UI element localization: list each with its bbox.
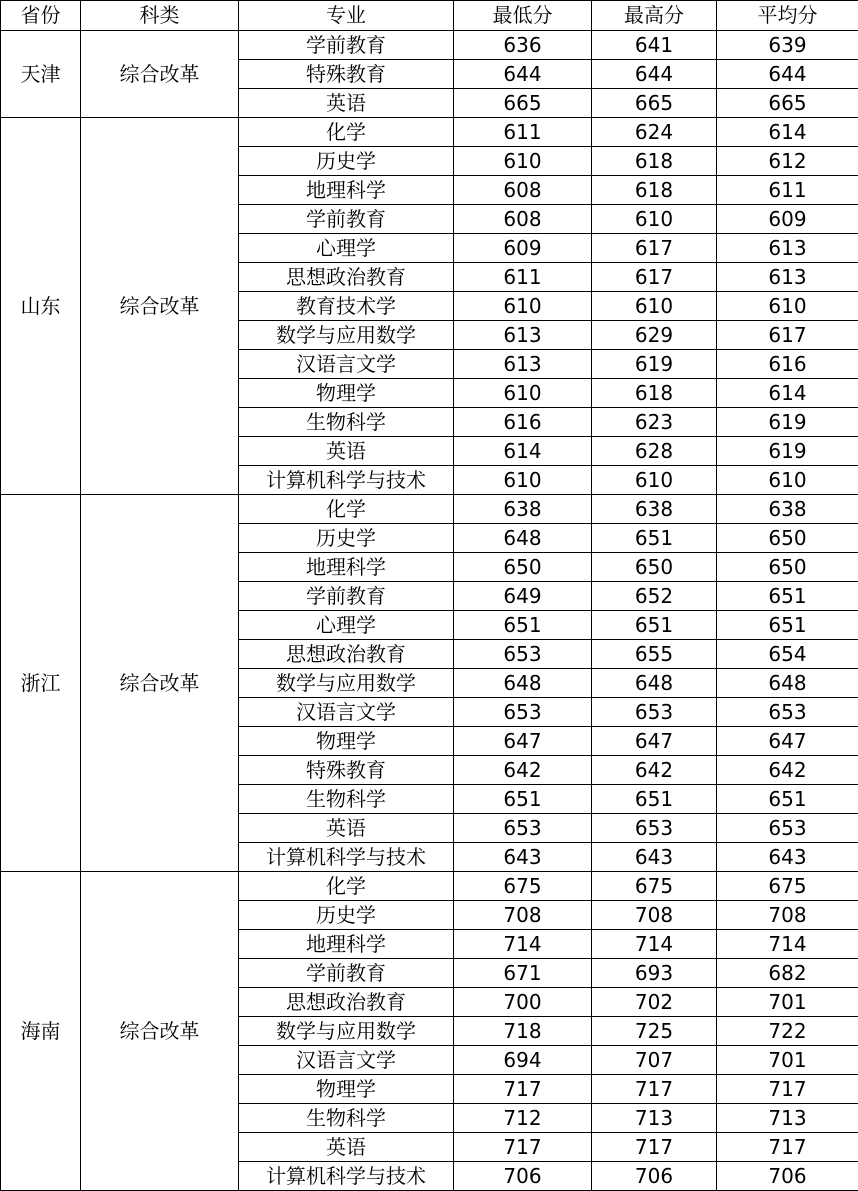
max-score-cell: 624 (592, 118, 717, 147)
max-score-cell: 708 (592, 901, 717, 930)
avg-score-cell: 675 (717, 872, 858, 901)
max-score-cell: 651 (592, 785, 717, 814)
min-score-cell: 653 (454, 640, 592, 669)
major-cell: 英语 (239, 1133, 454, 1162)
major-cell: 英语 (239, 89, 454, 118)
max-score-cell: 714 (592, 930, 717, 959)
header-province: 省份 (1, 1, 81, 31)
major-cell: 思想政治教育 (239, 263, 454, 292)
max-score-cell: 610 (592, 466, 717, 495)
province-cell: 海南 (1, 872, 81, 1191)
avg-score-cell: 647 (717, 727, 858, 756)
header-max-score: 最高分 (592, 1, 717, 31)
max-score-cell: 725 (592, 1017, 717, 1046)
max-score-cell: 642 (592, 756, 717, 785)
major-cell: 历史学 (239, 147, 454, 176)
major-cell: 生物科学 (239, 408, 454, 437)
min-score-cell: 643 (454, 843, 592, 872)
major-cell: 汉语言文学 (239, 350, 454, 379)
min-score-cell: 610 (454, 292, 592, 321)
max-score-cell: 623 (592, 408, 717, 437)
major-cell: 汉语言文学 (239, 1046, 454, 1075)
min-score-cell: 636 (454, 31, 592, 60)
avg-score-cell: 717 (717, 1133, 858, 1162)
major-cell: 生物科学 (239, 785, 454, 814)
min-score-cell: 708 (454, 901, 592, 930)
major-cell: 英语 (239, 437, 454, 466)
avg-score-cell: 619 (717, 408, 858, 437)
table-row (1, 118, 858, 147)
major-cell: 英语 (239, 814, 454, 843)
min-score-cell: 610 (454, 379, 592, 408)
avg-score-cell: 651 (717, 611, 858, 640)
major-cell: 计算机科学与技术 (239, 1162, 454, 1191)
max-score-cell: 693 (592, 959, 717, 988)
min-score-cell: 609 (454, 234, 592, 263)
major-cell: 心理学 (239, 611, 454, 640)
major-cell: 计算机科学与技术 (239, 466, 454, 495)
avg-score-cell: 613 (717, 263, 858, 292)
avg-score-cell: 714 (717, 930, 858, 959)
major-cell: 学前教育 (239, 582, 454, 611)
major-cell: 学前教育 (239, 205, 454, 234)
avg-score-cell: 617 (717, 321, 858, 350)
avg-score-cell: 616 (717, 350, 858, 379)
max-score-cell: 618 (592, 176, 717, 205)
major-cell: 思想政治教育 (239, 640, 454, 669)
avg-score-cell: 722 (717, 1017, 858, 1046)
avg-score-cell: 650 (717, 553, 858, 582)
min-score-cell: 700 (454, 988, 592, 1017)
major-cell: 数学与应用数学 (239, 1017, 454, 1046)
max-score-cell: 648 (592, 669, 717, 698)
avg-score-cell: 653 (717, 698, 858, 727)
major-cell: 数学与应用数学 (239, 321, 454, 350)
min-score-cell: 611 (454, 263, 592, 292)
avg-score-cell: 610 (717, 292, 858, 321)
major-cell: 特殊教育 (239, 756, 454, 785)
major-cell: 计算机科学与技术 (239, 843, 454, 872)
min-score-cell: 610 (454, 147, 592, 176)
province-cell: 天津 (1, 31, 81, 118)
min-score-cell: 616 (454, 408, 592, 437)
max-score-cell: 617 (592, 263, 717, 292)
min-score-cell: 608 (454, 205, 592, 234)
avg-score-cell: 651 (717, 582, 858, 611)
min-score-cell: 653 (454, 698, 592, 727)
min-score-cell: 714 (454, 930, 592, 959)
max-score-cell: 643 (592, 843, 717, 872)
avg-score-cell: 612 (717, 147, 858, 176)
avg-score-cell: 643 (717, 843, 858, 872)
min-score-cell: 642 (454, 756, 592, 785)
category-cell: 综合改革 (81, 31, 239, 118)
major-cell: 汉语言文学 (239, 698, 454, 727)
major-cell: 历史学 (239, 524, 454, 553)
min-score-cell: 651 (454, 611, 592, 640)
max-score-cell: 651 (592, 611, 717, 640)
max-score-cell: 638 (592, 495, 717, 524)
avg-score-cell: 706 (717, 1162, 858, 1191)
major-cell: 特殊教育 (239, 60, 454, 89)
max-score-cell: 647 (592, 727, 717, 756)
major-cell: 化学 (239, 495, 454, 524)
major-cell: 地理科学 (239, 553, 454, 582)
min-score-cell: 694 (454, 1046, 592, 1075)
avg-score-cell: 638 (717, 495, 858, 524)
major-cell: 物理学 (239, 379, 454, 408)
major-cell: 数学与应用数学 (239, 669, 454, 698)
major-cell: 教育技术学 (239, 292, 454, 321)
max-score-cell: 628 (592, 437, 717, 466)
min-score-cell: 717 (454, 1075, 592, 1104)
min-score-cell: 675 (454, 872, 592, 901)
max-score-cell: 644 (592, 60, 717, 89)
min-score-cell: 706 (454, 1162, 592, 1191)
max-score-cell: 641 (592, 31, 717, 60)
min-score-cell: 651 (454, 785, 592, 814)
min-score-cell: 638 (454, 495, 592, 524)
min-score-cell: 665 (454, 89, 592, 118)
min-score-cell: 648 (454, 524, 592, 553)
max-score-cell: 610 (592, 292, 717, 321)
avg-score-cell: 653 (717, 814, 858, 843)
table-row (1, 495, 858, 524)
min-score-cell: 613 (454, 321, 592, 350)
major-cell: 地理科学 (239, 930, 454, 959)
min-score-cell: 608 (454, 176, 592, 205)
avg-score-cell: 717 (717, 1075, 858, 1104)
max-score-cell: 702 (592, 988, 717, 1017)
avg-score-cell: 609 (717, 205, 858, 234)
avg-score-cell: 665 (717, 89, 858, 118)
avg-score-cell: 642 (717, 756, 858, 785)
header-category: 科类 (81, 1, 239, 31)
major-cell: 学前教育 (239, 959, 454, 988)
avg-score-cell: 611 (717, 176, 858, 205)
avg-score-cell: 701 (717, 1046, 858, 1075)
category-cell: 综合改革 (81, 872, 239, 1191)
major-cell: 思想政治教育 (239, 988, 454, 1017)
min-score-cell: 644 (454, 60, 592, 89)
major-cell: 学前教育 (239, 31, 454, 60)
avg-score-cell: 614 (717, 379, 858, 408)
province-cell: 山东 (1, 118, 81, 495)
avg-score-cell: 648 (717, 669, 858, 698)
max-score-cell: 617 (592, 234, 717, 263)
avg-score-cell: 701 (717, 988, 858, 1017)
max-score-cell: 610 (592, 205, 717, 234)
min-score-cell: 648 (454, 669, 592, 698)
avg-score-cell: 639 (717, 31, 858, 60)
category-cell: 综合改革 (81, 495, 239, 872)
table-row (1, 31, 858, 60)
province-cell: 浙江 (1, 495, 81, 872)
max-score-cell: 707 (592, 1046, 717, 1075)
avg-score-cell: 613 (717, 234, 858, 263)
max-score-cell: 655 (592, 640, 717, 669)
avg-score-cell: 614 (717, 118, 858, 147)
max-score-cell: 717 (592, 1133, 717, 1162)
header-major: 专业 (239, 1, 454, 31)
category-cell: 综合改革 (81, 118, 239, 495)
max-score-cell: 717 (592, 1075, 717, 1104)
major-cell: 化学 (239, 118, 454, 147)
max-score-cell: 675 (592, 872, 717, 901)
min-score-cell: 613 (454, 350, 592, 379)
avg-score-cell: 654 (717, 640, 858, 669)
avg-score-cell: 619 (717, 437, 858, 466)
max-score-cell: 618 (592, 379, 717, 408)
min-score-cell: 717 (454, 1133, 592, 1162)
min-score-cell: 671 (454, 959, 592, 988)
major-cell: 物理学 (239, 727, 454, 756)
header-avg-score: 平均分 (717, 1, 858, 31)
major-cell: 心理学 (239, 234, 454, 263)
max-score-cell: 706 (592, 1162, 717, 1191)
max-score-cell: 653 (592, 698, 717, 727)
avg-score-cell: 651 (717, 785, 858, 814)
max-score-cell: 665 (592, 89, 717, 118)
max-score-cell: 650 (592, 553, 717, 582)
max-score-cell: 629 (592, 321, 717, 350)
avg-score-cell: 708 (717, 901, 858, 930)
header-row (1, 1, 858, 31)
max-score-cell: 618 (592, 147, 717, 176)
avg-score-cell: 650 (717, 524, 858, 553)
major-cell: 生物科学 (239, 1104, 454, 1133)
avg-score-cell: 610 (717, 466, 858, 495)
avg-score-cell: 713 (717, 1104, 858, 1133)
header-min-score: 最低分 (454, 1, 592, 31)
min-score-cell: 647 (454, 727, 592, 756)
major-cell: 物理学 (239, 1075, 454, 1104)
min-score-cell: 712 (454, 1104, 592, 1133)
min-score-cell: 653 (454, 814, 592, 843)
table-body (1, 31, 858, 1191)
min-score-cell: 611 (454, 118, 592, 147)
max-score-cell: 619 (592, 350, 717, 379)
min-score-cell: 650 (454, 553, 592, 582)
min-score-cell: 610 (454, 466, 592, 495)
min-score-cell: 718 (454, 1017, 592, 1046)
major-cell: 历史学 (239, 901, 454, 930)
min-score-cell: 649 (454, 582, 592, 611)
max-score-cell: 652 (592, 582, 717, 611)
max-score-cell: 713 (592, 1104, 717, 1133)
avg-score-cell: 682 (717, 959, 858, 988)
min-score-cell: 614 (454, 437, 592, 466)
avg-score-cell: 644 (717, 60, 858, 89)
major-cell: 化学 (239, 872, 454, 901)
max-score-cell: 651 (592, 524, 717, 553)
table-row (1, 872, 858, 901)
major-cell: 地理科学 (239, 176, 454, 205)
max-score-cell: 653 (592, 814, 717, 843)
